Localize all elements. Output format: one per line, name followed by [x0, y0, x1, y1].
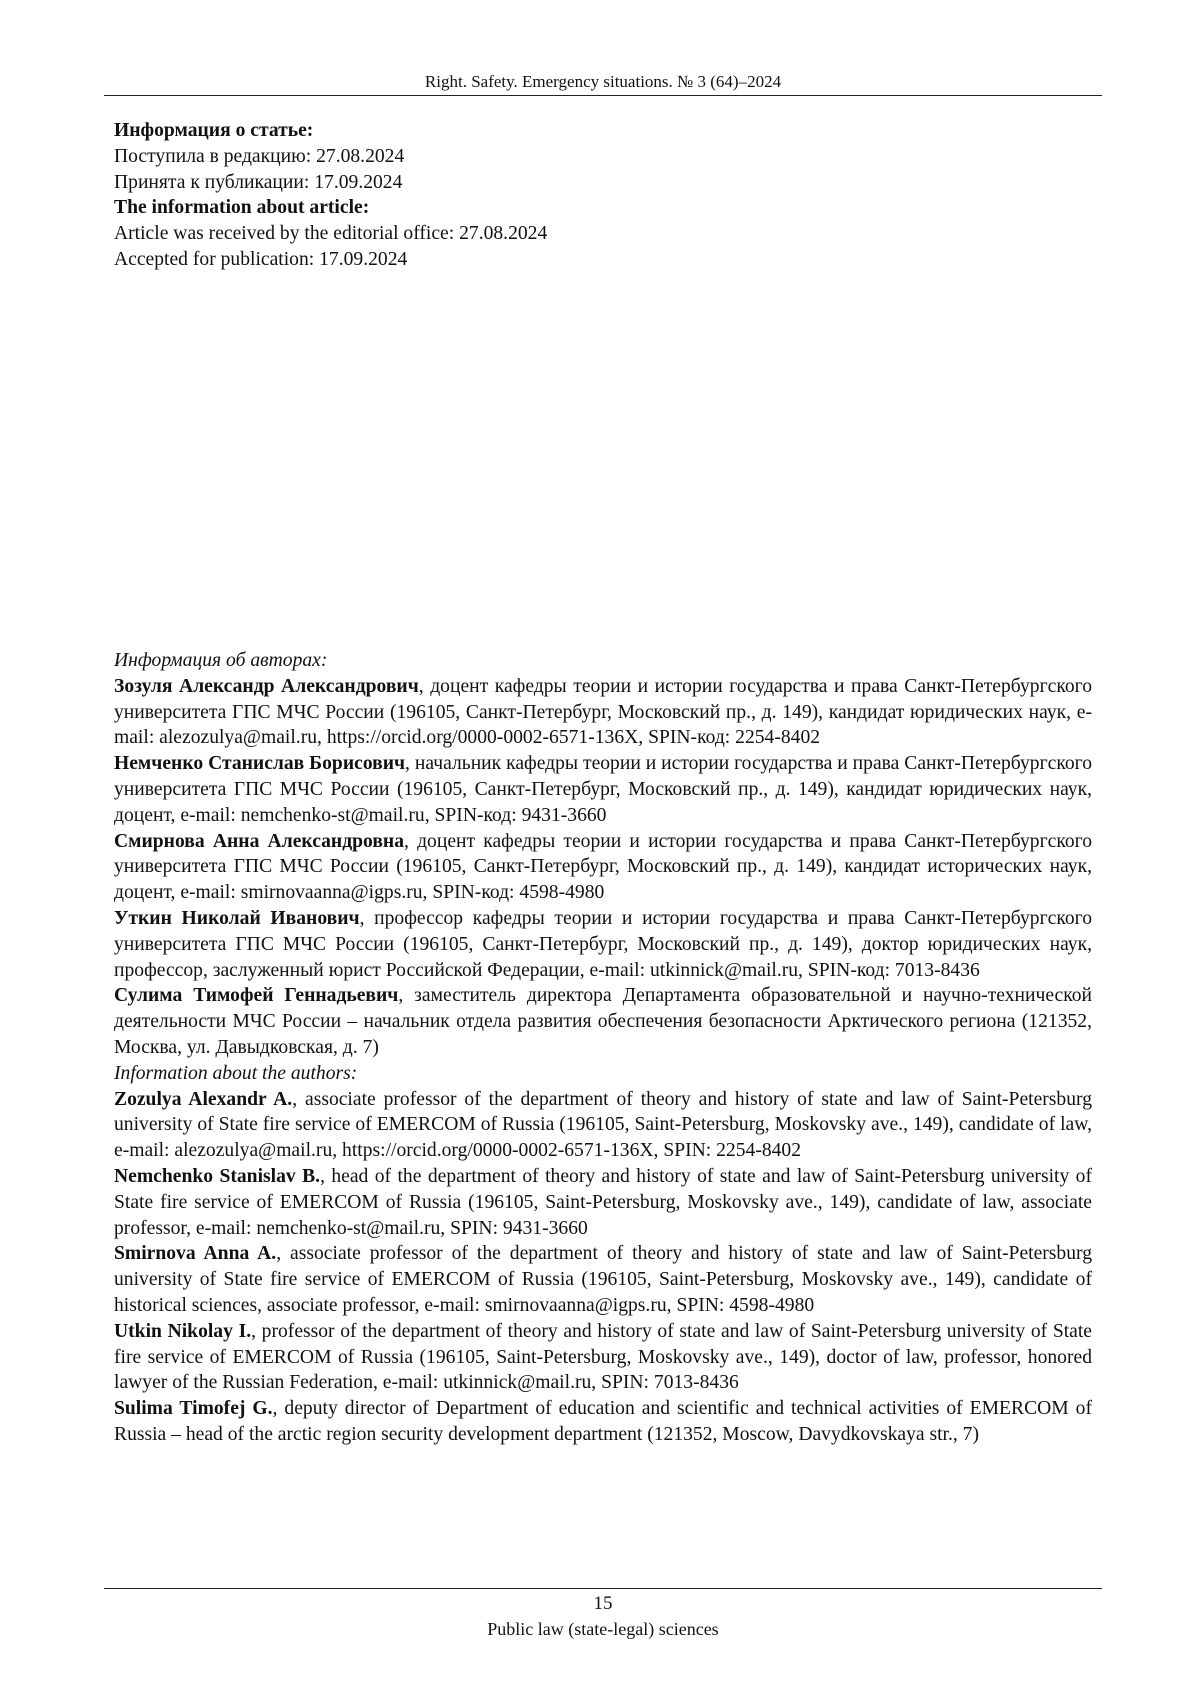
author-details: , professor of the department of theory and history of state and law of Saint-Petersburg university of State fire service of EMERCOM of Russia (196105, Saint-Petersburg, Moskovsky ave., 149), doctor of law, professor, honored lawyer of the Russian Federation, e-mail: utkinnick@mail.ru, SPIN: 7013-8436 — [114, 1320, 1092, 1394]
author-entry-en — [114, 1087, 1092, 1164]
author-name: Sulima Timofej G. — [114, 1398, 273, 1420]
author-name: Zozulya Alexandr A. — [114, 1088, 293, 1110]
author-name: Уткин Николай Иванович — [114, 907, 360, 929]
author-details: , заместитель директора Департамента образовательной и научно-технической деятельности МЧС России – начальник отдела развития обеспечения безопасности Арктического региона (121352, Москва, ул. Давыдковская, д. 7) — [114, 985, 1093, 1058]
author-details: , доцент кафедры теории и истории государства и права Санкт-Петербургского университета ГПС МЧС России (196105, Санкт-Петербург, Московский пр., д. 149), кандидат исторических наук, доцент, e-mail: smirnovaanna@igps.ru, SPIN-код: 4598-4980 — [114, 830, 1092, 904]
running-footer: Public law (state-legal) sciences — [487, 1619, 719, 1639]
author-details: , associate professor of the department of theory and history of state and law of Saint-Petersburg university of State fire service of EMERCOM of Russia (196105, Saint-Petersburg, Moskovsky ave., 149), candidate of law, e-mail: alezozulya@mail.ru, https://orcid.org/0000-0002-6571-136X, SPIN: 2254-8402 — [114, 1088, 1092, 1162]
author-entry-en — [114, 1396, 1092, 1448]
article-info-heading-en: The information about article: — [114, 197, 370, 219]
accepted-date-ru: Принята к публикации: 17.09.2024 — [114, 171, 403, 193]
running-header: Right. Safety. Emergency situations. № 3 (64)–2024 — [424, 72, 782, 91]
author-details: , head of the department of theory and history of state and law of Saint-Petersburg university of State fire service of EMERCOM of Russia (196105, Saint-Petersburg, Moskovsky ave., 149), candidate of law, associate professor, e-mail: nemchenko-st@mail.ru, SPIN: 9431-3660 — [114, 1165, 1092, 1239]
author-name: Smirnova Anna A. — [114, 1243, 277, 1265]
author-details: , профессор кафедры теории и истории государства и права Санкт-Петербургского университета ГПС МЧС России (196105, Санкт-Петербург, Московский пр., д. 149), доктор юридических наук, профессор, заслуженный юрист Российской Федерации, e-mail: utkinnick@mail.ru, SPIN-код: 7013-8436 — [114, 907, 1092, 981]
received-date-ru: Поступила в редакцию: 27.08.2024 — [114, 145, 405, 167]
author-entry-ru — [114, 674, 1092, 751]
author-name: Utkin Nikolay I. — [114, 1320, 252, 1342]
author-name: Nemchenko Stanislav B. — [114, 1165, 321, 1187]
author-details: , associate professor of the department of theory and history of state and law of Saint-Petersburg university of State fire service of EMERCOM of Russia (196105, Saint-Petersburg, Moskovsky ave., 149), candidate of historical sciences, associate professor, e-mail: smirnovaanna@igps.ru, SPIN: 4598-4980 — [114, 1243, 1092, 1316]
author-entry-ru — [114, 906, 1092, 983]
authors-section — [114, 648, 1092, 1448]
page-number: 15 — [593, 1593, 613, 1614]
author-entry-ru — [114, 829, 1092, 906]
article-info — [114, 118, 1092, 273]
author-details: , начальник кафедры теории и истории государства и права Санкт-Петербургского университета ГПС МЧС России (196105, Санкт-Петербург, Московский пр., д. 149), кандидат юридических наук, доцент, e-mail: nemchenko-st@mail.ru, SPIN-код: 9431-3660 — [114, 753, 1092, 826]
author-name: Зозуля Александр Александрович — [114, 675, 419, 697]
author-entry-en — [114, 1241, 1092, 1318]
received-date-en: Article was received by the editorial office: 27.08.2024 — [114, 223, 548, 245]
author-details: , доцент кафедры теории и истории государства и права Санкт-Петербургского университета ГПС МЧС России (196105, Санкт-Петербург, Московский пр., д. 149), кандидат юридических наук, e-mail: alezozulya@mail.ru, https://orcid.org/0000-0002-6571-136X, SPIN-код: 2254-8402 — [114, 675, 1092, 749]
accepted-date-en: Accepted for publication: 17.09.2024 — [114, 248, 408, 270]
author-name: Немченко Станислав Борисович — [114, 753, 406, 775]
authors-heading-ru: Информация об авторах: — [114, 650, 328, 671]
header-divider — [104, 95, 1102, 96]
author-name: Смирнова Анна Александровна — [114, 830, 404, 852]
author-entry-ru — [114, 983, 1092, 1060]
footer-divider — [104, 1588, 1102, 1589]
article-info-heading-ru: Информация о статье: — [114, 120, 314, 141]
authors-heading-en: Information about the authors: — [114, 1062, 358, 1084]
author-details: , deputy director of Department of education and scientific and technical activities of EMERCOM of Russia – head of the arctic region security development department (121352, Moscow, Davydkovskaya str., 7) — [114, 1398, 1093, 1445]
author-entry-en — [114, 1164, 1092, 1241]
author-entry-en — [114, 1319, 1092, 1396]
author-name: Сулима Тимофей Геннадьевич — [114, 985, 399, 1007]
author-entry-ru — [114, 751, 1092, 828]
